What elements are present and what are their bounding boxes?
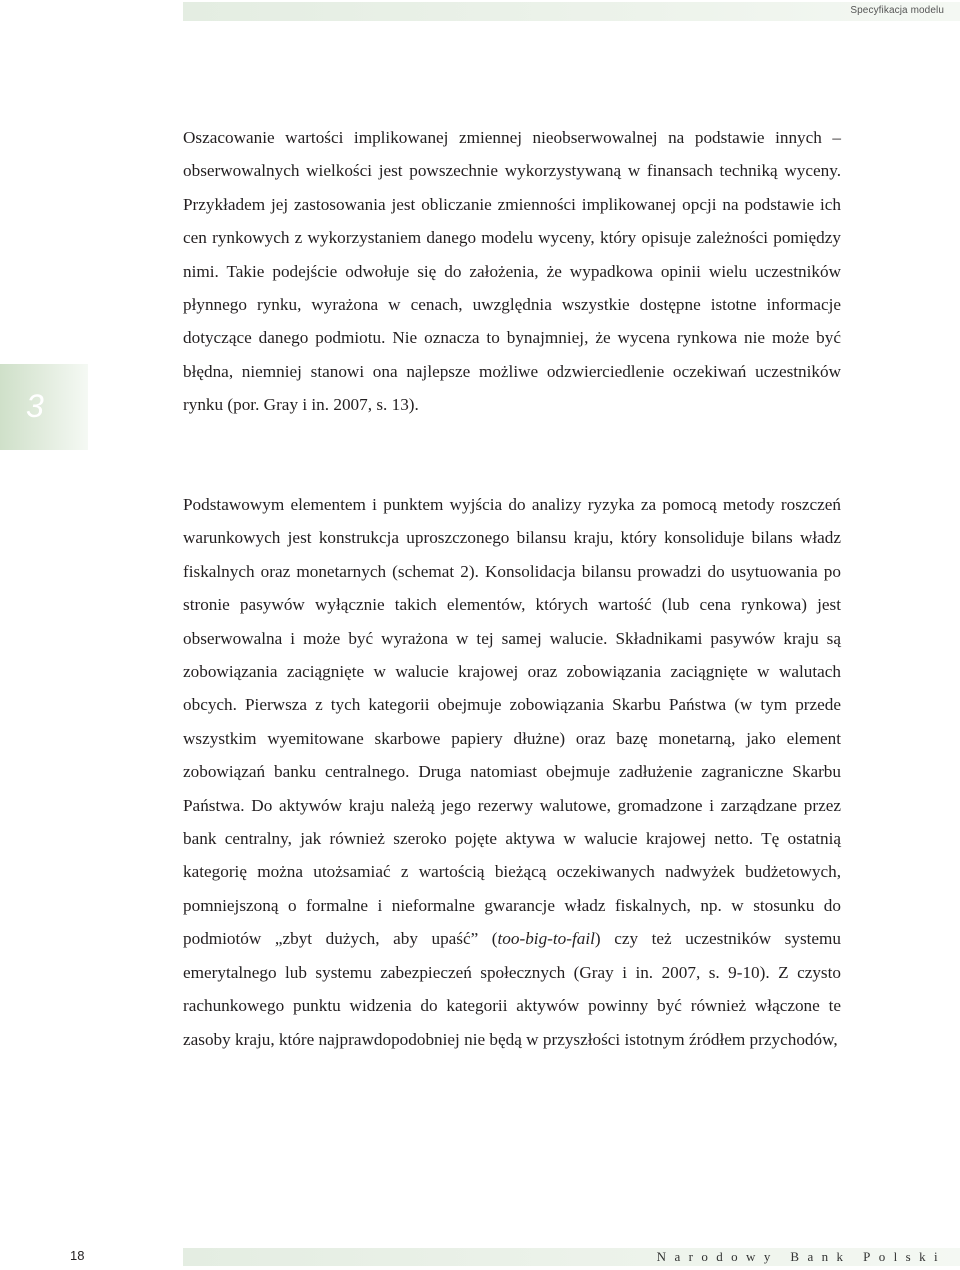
paragraph-text: ) czy też uczestników systemu emerytalnego lub systemu zabezpieczeń społecznych (Gray i in. 2007, s. 9-10). Z czysto rachunkowego punktu widzenia do kategorii aktywów powinny być również włączone te zasoby kraju, które najprawdopodobniej nie będą w przyszłości istotnym źródłem przychodów, bbox=[183, 929, 841, 1049]
page-number: 18 bbox=[70, 1248, 85, 1263]
running-header bbox=[183, 2, 960, 21]
paragraph-text: Podstawowym elementem i punktem wyjścia do analizy ryzyka za pomocą metody roszczeń warunkowych jest konstrukcja uproszczonego bilansu kraju, który konsoliduje bilans władz fiskalnych oraz monetarnych (schemat 2). Konsolidacja bilansu prowadzi do usytuowania po stronie pasywów wyłącznie takich elementów, których wartość (lub cena rynkowa) jest obserwowalna i może być wyrażona w tej samej walucie. Składnikami pasywów kraju są zobowiązania zaciągnięte w walucie krajowej oraz zobowiązania zaciągnięte w walutach obcych. Pierwsza z tych kategorii obejmuje zobowiązania Skarbu Państwa (w tym przede wszystkim wyemitowane skarbowe papiery dłużne) oraz bazę monetarną, jako element zobowiązań banku centralnego. Druga natomiast obejmuje zadłużenie zagraniczne Skarbu Państwa. Do aktywów kraju należą jego rezerwy walutowe, gromadzone i zarządzane przez bank centralny, jak również szeroko pojęte aktywa w walucie krajowej netto. Tę ostatnią kategorię można utożsamiać z wartością bieżącą oczekiwanych nadwyżek budżetowych, pomniejszoną o formalne i nieformalne gwarancje władz fiskalnych, np. w stosunku do podmiotów „zbyt dużych, aby upaść” ( bbox=[183, 495, 841, 949]
running-header-title: Specyfikacja modelu bbox=[850, 5, 944, 16]
italic-term: too-big-to-fail bbox=[497, 929, 595, 949]
body-paragraph-1 bbox=[183, 121, 841, 422]
paragraph-text: Oszacowanie wartości implikowanej zmiennej nieobserwowalnej na podstawie innych – obserwowalnych wielkości jest powszechnie wykorzystywaną w finansach techniką wyceny. Przykładem jej zastosowania jest obliczanie zmienności implikowanej opcji na podstawie ich cen rynkowych z wykorzystaniem danego modelu wyceny, który opisuje zależności pomiędzy nimi. Takie podejście odwołuje się do założenia, że wypadkowa opinii wielu uczestników płynnego rynku, wyrażona w cenach, uwzględnia wszystkie dostępne istotne informacje dotyczące danego podmiotu. Nie oznacza to bynajmniej, że wycena rynkowa nie może być błędna, niemniej stanowi ona najlepsze możliwe odzwierciedlenie oczekiwań uczestników rynku (por. Gray i in. 2007, s. 13). bbox=[183, 128, 841, 415]
body-paragraph-2 bbox=[183, 488, 841, 1056]
chapter-number: 3 bbox=[26, 388, 44, 424]
running-footer bbox=[183, 1248, 960, 1266]
chapter-tab bbox=[0, 364, 88, 450]
footer-organization: Narodowy Bank Polski bbox=[656, 1249, 946, 1264]
